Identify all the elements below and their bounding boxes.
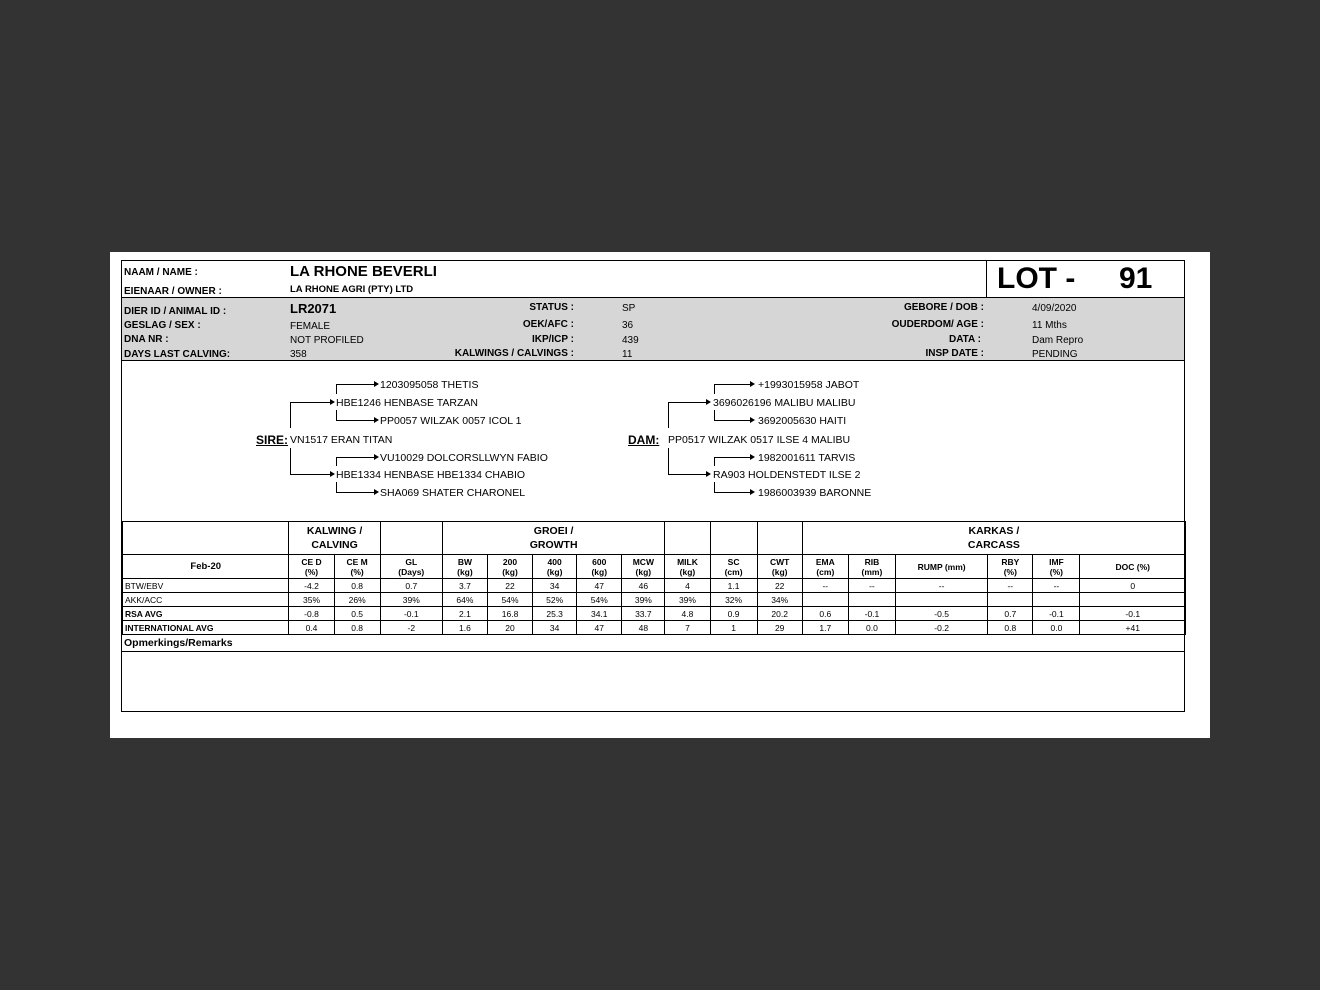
ebv-cell: 0.7	[988, 607, 1033, 621]
ebv-cell: 64%	[442, 593, 487, 607]
ebv-cell: 48	[622, 621, 665, 635]
ebv-cell: 34.1	[577, 607, 622, 621]
ebv-col-header: 400 (kg)	[533, 555, 577, 579]
dam-sire-name: 3696026196 MALIBU MALIBU	[713, 397, 856, 409]
ebv-cell: 33.7	[622, 607, 665, 621]
animal-name: LA RHONE BEVERLI	[290, 263, 437, 280]
ebv-cell: 4	[665, 579, 710, 593]
sire-dam-dam-name: SHA069 SHATER CHARONEL	[380, 487, 526, 499]
ebv-cell	[896, 593, 988, 607]
ebv-column-header-row	[123, 555, 1186, 579]
ebv-cell: 0	[1080, 579, 1186, 593]
icp-value: 439	[622, 335, 639, 346]
ebv-cell: --	[848, 579, 895, 593]
dna-label: DNA NR :	[124, 334, 169, 345]
dna-value: NOT PROFILED	[290, 335, 364, 346]
ebv-cell: 47	[577, 579, 622, 593]
ebv-cell: 0.6	[802, 607, 848, 621]
ebv-col-header: RIB (mm)	[848, 555, 895, 579]
data-value: Dam Repro	[1032, 335, 1084, 346]
dam-dam-sire-name: 1982001611 TARVIS	[758, 452, 856, 464]
owner-label: EIENAAR / OWNER :	[124, 286, 222, 297]
ebv-col-header: MCW (kg)	[622, 555, 665, 579]
calvings-value: 11	[622, 349, 633, 360]
ebv-col-header: BW (kg)	[442, 555, 487, 579]
ebv-cell: -0.1	[848, 607, 895, 621]
ebv-cell	[848, 593, 895, 607]
ebv-cell: 54%	[577, 593, 622, 607]
sire-sire-name: HBE1246 HENBASE TARZAN	[336, 397, 478, 409]
ebv-cell	[802, 593, 848, 607]
ebv-cell: 39%	[622, 593, 665, 607]
sire-dam-name: HBE1334 HENBASE HBE1334 CHABIO	[336, 469, 526, 481]
ebv-row-label: BTW/EBV	[123, 579, 289, 593]
age-value: 11 Mths	[1032, 320, 1067, 331]
insp-date-label: INSP DATE :	[925, 348, 984, 359]
ebv-col-header: 600 (kg)	[577, 555, 622, 579]
ebv-cell: -0.1	[1080, 607, 1186, 621]
ebv-row	[123, 579, 1186, 593]
breeding-lot-sheet	[110, 252, 1210, 738]
growth-group-header: GROEI / GROWTH	[442, 522, 665, 555]
sex-label: GESLAG / SEX :	[124, 320, 201, 331]
calvings-label: KALWINGS / CALVINGS :	[454, 348, 574, 359]
ebv-cell: -0.2	[896, 621, 988, 635]
ebv-col-header: MILK (kg)	[665, 555, 710, 579]
ebv-cell: 34	[533, 621, 577, 635]
ebv-col-header: CWT (kg)	[757, 555, 802, 579]
ebv-cell	[1080, 593, 1186, 607]
afc-label: OEK/AFC :	[522, 319, 574, 330]
ebv-cell: 0.4	[289, 621, 334, 635]
ebv-cell: 32%	[710, 593, 757, 607]
ebv-cell: -0.1	[1033, 607, 1080, 621]
ebv-col-header: CE M (%)	[334, 555, 380, 579]
afc-value: 36	[622, 320, 634, 331]
days-calving-value: 358	[290, 349, 307, 360]
lot-card	[121, 260, 1185, 712]
animal-id-label: DIER ID / ANIMAL ID :	[124, 306, 227, 317]
ebv-cell: 2.1	[442, 607, 487, 621]
ebv-cell: 1.1	[710, 579, 757, 593]
ebv-cell: +41	[1080, 621, 1186, 635]
ebv-cell	[988, 593, 1033, 607]
ebv-cell: -4.2	[289, 579, 334, 593]
name-label: NAAM / NAME :	[124, 267, 198, 278]
ebv-col-header: SC (cm)	[710, 555, 757, 579]
ebv-cell: 3.7	[442, 579, 487, 593]
ebv-cell: 29	[757, 621, 802, 635]
ebv-cell: 22	[487, 579, 532, 593]
ebv-cell: 52%	[533, 593, 577, 607]
ebv-col-header: DOC (%)	[1080, 555, 1186, 579]
ebv-cell: 39%	[380, 593, 442, 607]
ebv-cell: 54%	[487, 593, 532, 607]
sex-value: FEMALE	[290, 321, 331, 332]
carcass-group-header: KARKAS / CARCASS	[802, 522, 1185, 555]
ebv-row	[123, 593, 1186, 607]
ebv-col-header: 200 (kg)	[487, 555, 532, 579]
ebv-cell: -2	[380, 621, 442, 635]
ebv-cell: -0.8	[289, 607, 334, 621]
ebv-row	[123, 621, 1186, 635]
dob-value: 4/09/2020	[1032, 303, 1077, 314]
ebv-col-header: RBY (%)	[988, 555, 1033, 579]
dam-dam-dam-name: 1986003939 BARONNE	[758, 487, 872, 499]
ebv-row	[123, 607, 1186, 621]
age-label: OUDERDOM/ AGE :	[891, 319, 984, 330]
dam-sire-sire-name: +1993015958 JABOT	[758, 379, 860, 391]
ebv-cell: 39%	[665, 593, 710, 607]
ebv-row-label: AKK/ACC	[123, 593, 289, 607]
dam-dam-name: RA903 HOLDENSTEDT ILSE 2	[713, 469, 861, 481]
ebv-row-label: RSA AVG	[123, 607, 289, 621]
ebv-cell: 34	[533, 579, 577, 593]
ebv-row-label: INTERNATIONAL AVG	[123, 621, 289, 635]
dam-label: DAM:	[628, 433, 660, 447]
ebv-cell: 1.7	[802, 621, 848, 635]
ebv-col-header: RUMP (mm)	[896, 555, 988, 579]
ebv-cell: 1.6	[442, 621, 487, 635]
sire-sire-dam-name: PP0057 WILZAK 0057 ICOL 1	[380, 415, 522, 427]
calving-group-header: KALWING / CALVING	[289, 522, 380, 555]
ebv-cell: 0.9	[710, 607, 757, 621]
remarks-label: Opmerkings/Remarks	[124, 637, 233, 649]
ebv-cell: 34%	[757, 593, 802, 607]
ebv-cell: 0.7	[380, 579, 442, 593]
ebv-cell: 1	[710, 621, 757, 635]
status-label: STATUS :	[529, 302, 574, 313]
ebv-cell: 20.2	[757, 607, 802, 621]
lot-number: 91	[1119, 262, 1153, 295]
days-calving-label: DAYS LAST CALVING:	[124, 349, 231, 360]
ebv-cell: --	[802, 579, 848, 593]
sire-sire-sire-name: 1203095058 THETIS	[380, 379, 479, 391]
ebv-cell: 25.3	[533, 607, 577, 621]
sire-name: VN1517 ERAN TITAN	[290, 434, 393, 446]
ebv-table	[122, 521, 1186, 635]
animal-id-value: LR2071	[290, 301, 337, 316]
dob-label: GEBORE / DOB :	[903, 302, 984, 313]
animal-info-band	[122, 297, 1184, 361]
ebv-cell: 0.5	[334, 607, 380, 621]
ebv-cell: 0.8	[334, 621, 380, 635]
sire-label: SIRE:	[256, 433, 289, 447]
ebv-cell: 0.0	[1033, 621, 1080, 635]
ebv-col-header: EMA (cm)	[802, 555, 848, 579]
ebv-cell: 20	[487, 621, 532, 635]
ebv-date-label: Feb-20	[123, 555, 289, 579]
ebv-cell: 26%	[334, 593, 380, 607]
lot-box	[986, 261, 1186, 297]
ebv-col-header: GL (Days)	[380, 555, 442, 579]
sire-dam-sire-name: VU10029 DOLCORSLLWYN FABIO	[380, 452, 548, 464]
ebv-col-header: CE D (%)	[289, 555, 334, 579]
remarks-divider	[122, 651, 1184, 652]
ebv-cell: --	[988, 579, 1033, 593]
ebv-cell: 35%	[289, 593, 334, 607]
owner-value: LA RHONE AGRI (PTY) LTD	[290, 284, 414, 295]
ebv-cell: 0.0	[848, 621, 895, 635]
icp-label: IKP/ICP :	[531, 334, 574, 345]
ebv-cell: 0.8	[988, 621, 1033, 635]
ebv-cell: 0.8	[334, 579, 380, 593]
ebv-cell: 4.8	[665, 607, 710, 621]
ebv-group-header-row	[123, 522, 1186, 555]
ebv-cell: 47	[577, 621, 622, 635]
dam-sire-dam-name: 3692005630 HAITI	[758, 415, 847, 427]
ebv-cell: 7	[665, 621, 710, 635]
ebv-cell: --	[1033, 579, 1080, 593]
ebv-cell: -0.5	[896, 607, 988, 621]
ebv-cell: -0.1	[380, 607, 442, 621]
status-value: SP	[622, 303, 636, 314]
insp-date-value: PENDING	[1032, 349, 1078, 360]
ebv-cell: 46	[622, 579, 665, 593]
data-label: DATA :	[948, 334, 981, 345]
ebv-cell: --	[896, 579, 988, 593]
lot-label: LOT -	[997, 262, 1076, 295]
ebv-col-header: IMF (%)	[1033, 555, 1080, 579]
ebv-cell: 22	[757, 579, 802, 593]
ebv-cell	[1033, 593, 1080, 607]
dam-name: PP0517 WILZAK 0517 ILSE 4 MALIBU	[668, 434, 851, 446]
ebv-cell: 16.8	[487, 607, 532, 621]
